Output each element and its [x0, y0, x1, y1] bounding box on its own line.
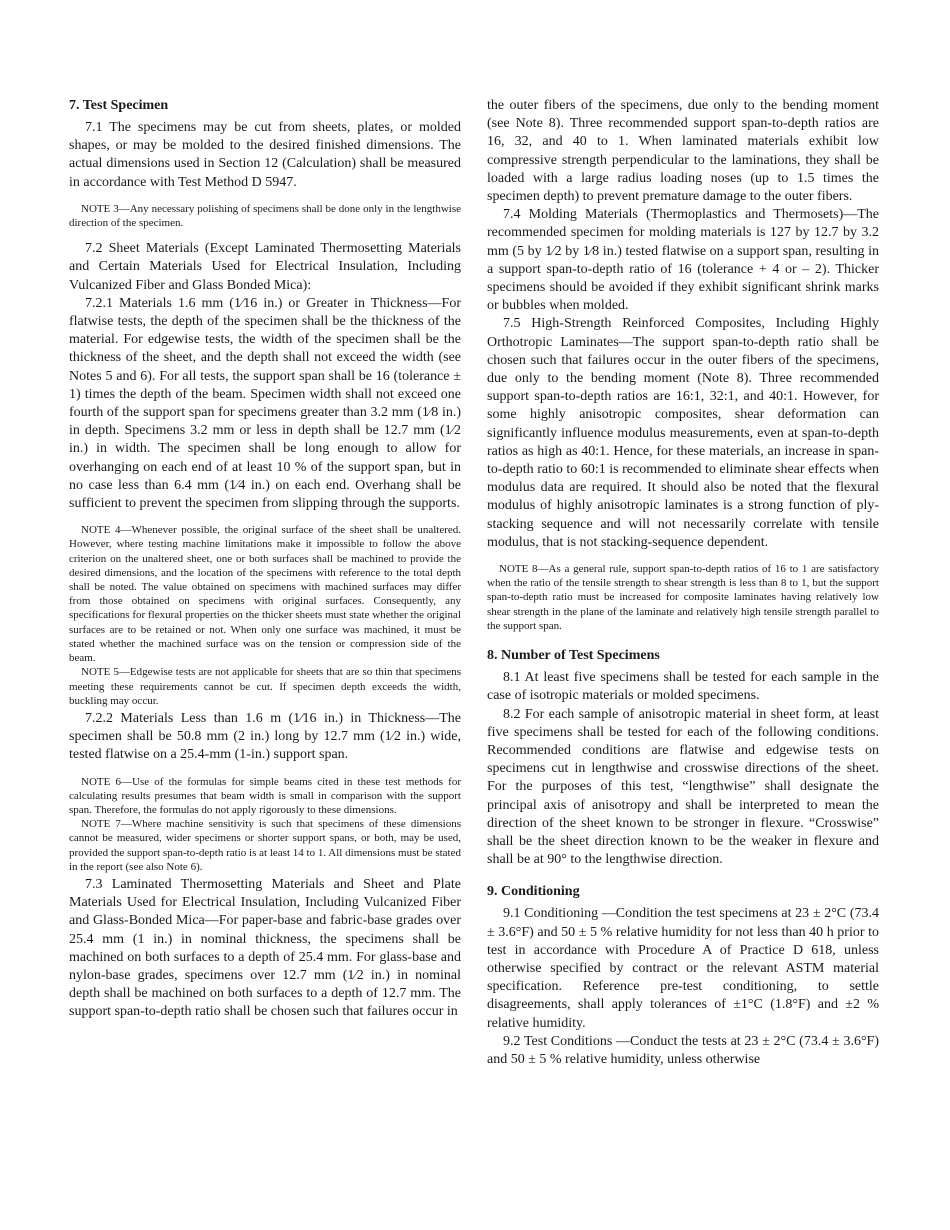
note-6: NOTE 6—Use of the formulas for simple beams cited in these test methods for calculating results presumes that beam width is small in comparison with the support span. Therefore, the formulas do not apply rigorously to these dimensions. [69, 775, 461, 816]
paragraph-7-2-2: 7.2.2 Materials Less than 1.6 m (1⁄16 in.) in Thickness—The specimen shall be 50.8 mm (2 in.) long by 12.7 mm (1⁄2 in.) wide, tested flatwise on a 25.4-mm (1-in.) support span. [69, 710, 461, 763]
note-3: NOTE 3—Any necessary polishing of specimens shall be done only in the lengthwise direction of the specimen. [69, 202, 461, 230]
paragraph-7-4: 7.4 Molding Materials (Thermoplastics and Thermosets)—The recommended specimen for molding materials is 127 by 12.7 by 3.2 mm (5 by 1⁄2 by 1⁄8 in.) tested flatwise on a support span, resulting in a support span-to-depth ratio of 16 (tolerance + 4 or – 2). Thicker specimens should be avoided if they exhibit significant shrink marks or bubbles when molded. [487, 207, 879, 314]
note-8: NOTE 8—As a general rule, support span-to-depth ratios of 16 to 1 are satisfactory when the ratio of the tensile strength to shear strength is less than 8 to 1, but the support span-to-depth ratio must be increased for composite laminates having relatively low shear strength in the plane of the laminate and relatively high tensile strength parallel to the support span. [487, 563, 879, 632]
section-8-heading: 8. Number of Test Specimens [487, 648, 660, 664]
right-column [487, 97, 879, 1069]
note-7: NOTE 7—Where machine sensitivity is such that specimens of these dimensions cannot be measured, wider specimens or shorter support spans, or both, may be used, provided the support span-to-depth ratio is at least 14 to 1. All dimensions must be stated in the report (see also Note 6). [69, 818, 461, 873]
paragraph-7-2-1: 7.2.1 Materials 1.6 mm (1⁄16 in.) or Greater in Thickness—For flatwise tests, the depth of the specimen shall be the thickness of the material. For edgewise tests, the width of the specimen shall be the thickness of the sheet, and the depth shall not exceed the width (see Notes 5 and 6). For all tests, the support span shall be 16 (tolerance ± 1) times the depth of the beam. Specimen width shall not exceed one fourth of the support span for specimens greater than 3.2 mm (1⁄8 in.) in depth. Specimens 3.2 mm or less in depth shall be 12.7 mm (1⁄2 in.) in width. The specimen shall be long enough to allow for overhanging on each end of at least 10 % of the support span, but in no case less than 6.4 mm (1⁄4 in.) on each end. Overhang shall be sufficient to prevent the specimen from slipping through the supports. [69, 295, 461, 512]
paragraph-7-3: 7.3 Laminated Thermosetting Materials and Sheet and Plate Materials Used for Electrical Insulation, Including Vulcanized Fiber and Glass-Bonded Mica—For paper-base and fabric-base grades over 25.4 mm (1 in.) in nominal thickness, the specimens shall be machined on both surfaces to a depth of 25.4 mm. For glass-base and nylon-base grades, specimens over 12.7 mm (1⁄2 in.) in nominal depth shall be machined on both surfaces to a depth of 12.7 mm. The support span-to-depth ratio shall be chosen such that failures occur in [69, 876, 461, 1020]
section-7-heading: 7. Test Specimen [69, 98, 169, 113]
note-4: NOTE 4—Whenever possible, the original surface of the sheet shall be unaltered. However, where testing machine limitations make it impossible to follow the above criterion on the unaltered sheet, one or both surfaces shall be machined to provide the desired dimensions, and the location of the specimens with reference to the total depth shall be noted. The value obtained on specimens with machined surfaces may differ from those obtained on specimens with original surfaces. Consequently, any specifications for flexural properties on the thicker sheets must state whether the original surfaces are to be retained or not. When only one surface was machined, it must be stated whether the machined surface was on the tension or compression side of the beam. [69, 524, 461, 665]
paragraph-9-2: 9.2 Test Conditions —Conduct the tests at 23 ± 2°C (73.4 ± 3.6°F) and 50 ± 5 % relative humidity, unless otherwise [487, 1033, 879, 1067]
note-5: NOTE 5—Edgewise tests are not applicable for sheets that are so thin that specimens meeting these requirements cannot be cut. If specimen depth exceeds the width, buckling may occur. [69, 666, 461, 707]
paragraph-9-1: 9.1 Conditioning —Condition the test specimens at 23 ± 2°C (73.4 ± 3.6°F) and 50 ± 5 % relative humidity for not less than 40 h prior to test in accordance with Procedure A of Practice D 618, unless otherwise specified by contract or the relevant ASTM material specification. Reference pre-test conditioning, to settle disagreements, shall apply tolerances of ±1°C (1.8°F) and ±2 % relative humidity. [487, 906, 879, 1031]
left-column [69, 97, 461, 1022]
paragraph-8-1: 8.1 At least five specimens shall be tested for each sample in the case of isotropic materials or molded specimens. [487, 670, 879, 704]
paragraph-7-1: 7.1 The specimens may be cut from sheets, plates, or molded shapes, or may be molded to the desired finished dimensions. The actual dimensions used in Section 12 (Calculation) shall be measured in accordance with Test Method D 5947. [69, 120, 461, 190]
paragraph-7-5: 7.5 High-Strength Reinforced Composites, Including Highly Orthotropic Laminates—The support span-to-depth ratio shall be chosen such that failures occur in the outer fibers of the specimens, due only to the bending moment (Note 8). Three recommended support span-to-depth ratios are 16:1, 32:1, and 40:1. However, for some highly anisotropic composites, shear deformation can significantly influence modulus measurements, even at span-to-depth ratios as high as 40:1. Hence, for these materials, an increase in span-to-depth ratio to 60:1 is recommended to eliminate shear effects when modulus data are required. It should also be noted that the flexural modulus of highly anisotropic laminates is a strong function of ply-stacking sequence and will not necessarily correlate with tensile modulus, that is not stacking-sequence dependent. [487, 316, 879, 550]
paragraph-7-3-continued: the outer fibers of the specimens, due only to the bending moment (see Note 8). Three recommended support span-to-depth ratios are 16, 32, and 40 to 1. When laminated materials exhibit low compressive strength perpendicular to the laminations, they shall be loaded with a large radius loading noses (up to 1.5 times the specimen depth) to prevent premature damage to the outer fibers. [487, 98, 879, 205]
paragraph-8-2: 8.2 For each sample of anisotropic material in sheet form, at least five specimens shall be tested for each of the following conditions. Recommended conditions are flatwise and edgewise tests on specimens cut in lengthwise and crosswise directions of the sheet. For the purposes of this test, “lengthwise” shall designate the principal axis of anisotropy and shall be interpreted to mean the direction of the sheet known to be stronger in flexure. “Crosswise” shall be the sheet direction known to be the weaker in flexure and shall be at 90° to the lengthwise direction. [487, 706, 879, 868]
paragraph-7-2: 7.2 Sheet Materials (Except Laminated Thermosetting Materials and Certain Materials Used for Electrical Insulation, Including Vulcanized Fiber and Glass Bonded Mica): [69, 241, 461, 293]
section-9-heading: 9. Conditioning [487, 884, 580, 900]
